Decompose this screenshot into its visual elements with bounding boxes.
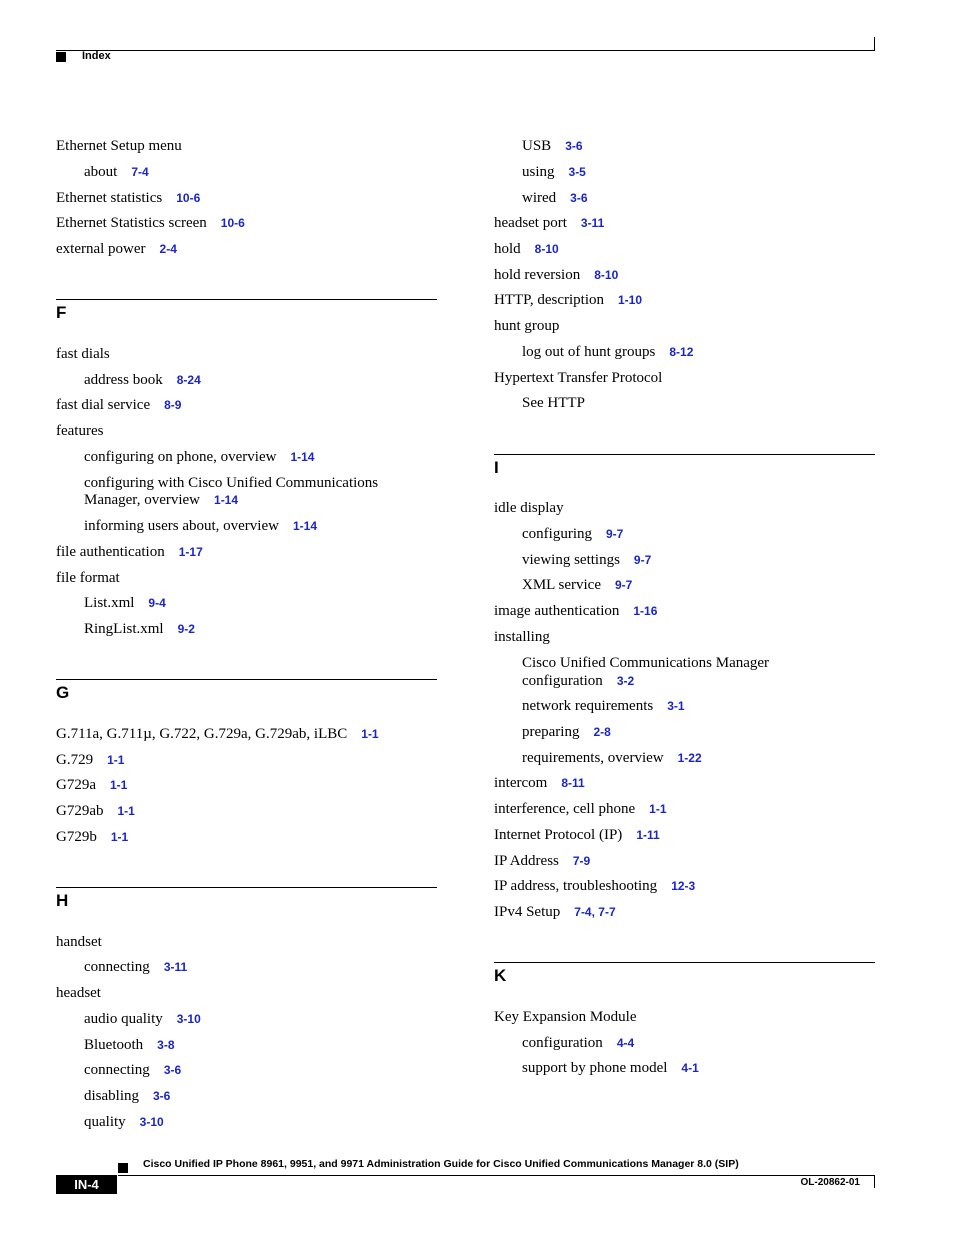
index-entry: IPv4 Setup 7-4, 7-7 xyxy=(494,904,616,920)
page-link[interactable]: 3-6 xyxy=(565,139,583,153)
index-subentry: configuring on phone, overview 1-14 xyxy=(84,449,315,465)
page-link[interactable]: 1-14 xyxy=(214,493,239,507)
index-entry: features xyxy=(56,423,104,439)
index-subentry: configuration 3-2 xyxy=(522,673,635,689)
index-subentry: using 3-5 xyxy=(522,164,586,180)
page-link[interactable]: 9-7 xyxy=(615,578,633,592)
index-subentry: address book 8-24 xyxy=(84,372,201,388)
index-entry: Internet Protocol (IP) 1-11 xyxy=(494,827,660,843)
index-subentry: disabling 3-6 xyxy=(84,1088,171,1104)
header-rule xyxy=(56,50,875,51)
index-entry: idle display xyxy=(494,500,564,516)
index-subentry: XML service 9-7 xyxy=(522,577,633,593)
page-link[interactable]: 3-6 xyxy=(570,191,588,205)
page-link[interactable]: 3-6 xyxy=(153,1089,171,1103)
section-letter: G xyxy=(56,683,70,702)
index-subentry: See HTTP xyxy=(522,395,585,411)
footer-rule xyxy=(118,1175,875,1176)
page-link[interactable]: 3-10 xyxy=(139,1115,164,1129)
index-entry: file authentication 1-17 xyxy=(56,544,203,560)
section-rule xyxy=(56,887,437,888)
index-entry: IP address, troubleshooting 12-3 xyxy=(494,878,696,894)
page-link[interactable]: 2-4 xyxy=(159,242,177,256)
index-subentry: support by phone model 4-1 xyxy=(522,1060,699,1076)
page-link[interactable]: 10-6 xyxy=(220,216,245,230)
index-entry: fast dials xyxy=(56,346,110,362)
page-link[interactable]: 8-10 xyxy=(534,242,559,256)
page-link[interactable]: 1-1 xyxy=(110,778,128,792)
section-letter: K xyxy=(494,966,507,985)
index-entry: IP Address 7-9 xyxy=(494,853,591,869)
footer-doc-number: OL-20862-01 xyxy=(800,1177,860,1188)
index-subentry: network requirements 3-1 xyxy=(522,698,685,714)
index-entry: Hypertext Transfer Protocol xyxy=(494,370,663,386)
index-entry: handset xyxy=(56,934,102,950)
index-entry: hold reversion 8-10 xyxy=(494,267,619,283)
page-link[interactable]: 1-1 xyxy=(107,753,125,767)
index-subentry: configuring with Cisco Unified Communications xyxy=(84,475,379,491)
page-link[interactable]: 3-5 xyxy=(568,165,586,179)
header-tick xyxy=(874,37,875,51)
page-link[interactable]: 1-14 xyxy=(290,450,315,464)
page-link[interactable]: 3-10 xyxy=(176,1012,201,1026)
page-link[interactable]: 8-10 xyxy=(594,268,619,282)
section-rule xyxy=(56,299,437,300)
page-link[interactable]: 7-4, 7-7 xyxy=(574,905,616,919)
index-entry: G729a 1-1 xyxy=(56,777,128,793)
index-subentry: Cisco Unified Communications Manager xyxy=(522,655,770,671)
page-link[interactable]: 1-1 xyxy=(361,727,379,741)
page-link[interactable]: 1-16 xyxy=(633,604,658,618)
page-link[interactable]: 7-4 xyxy=(131,165,149,179)
page-link[interactable]: 4-4 xyxy=(616,1036,635,1050)
section-letter: I xyxy=(494,458,499,477)
header-marker xyxy=(56,52,66,62)
page-link[interactable]: 4-1 xyxy=(681,1061,699,1075)
header-title: Index xyxy=(82,50,111,62)
section-letter: F xyxy=(56,303,67,322)
page-link[interactable]: 1-10 xyxy=(618,293,643,307)
page-link[interactable]: 2-8 xyxy=(593,725,611,739)
page-link[interactable]: 8-24 xyxy=(176,373,201,387)
index-entry: headset port 3-11 xyxy=(494,215,605,231)
footer-page-number: IN-4 xyxy=(56,1175,117,1194)
section-rule xyxy=(494,962,875,963)
page-link[interactable]: 1-22 xyxy=(677,751,702,765)
index-entry: installing xyxy=(494,629,550,645)
page-link[interactable]: 8-12 xyxy=(669,345,694,359)
page-link[interactable]: 9-7 xyxy=(633,553,652,567)
index-subentry: log out of hunt groups 8-12 xyxy=(522,344,694,360)
index-entry: Ethernet Setup menu xyxy=(56,138,182,154)
page-link[interactable]: 10-6 xyxy=(176,191,201,205)
index-entry: external power 2-4 xyxy=(56,241,177,257)
index-entry: HTTP, description 1-10 xyxy=(494,292,643,308)
index-subentry: connecting 3-11 xyxy=(84,959,188,975)
index-subentry: configuring 9-7 xyxy=(522,526,624,542)
index-entry: headset xyxy=(56,985,101,1001)
index-entry: Ethernet statistics 10-6 xyxy=(56,190,201,206)
index-subentry: configuration 4-4 xyxy=(522,1035,635,1051)
index-entry: image authentication 1-16 xyxy=(494,603,658,619)
index-entry: hold 8-10 xyxy=(494,241,559,257)
index-subentry: wired 3-6 xyxy=(522,190,588,206)
section-rule xyxy=(56,679,437,680)
index-subentry: about 7-4 xyxy=(84,164,149,180)
index-entry: hunt group xyxy=(494,318,560,334)
page-link[interactable]: 3-8 xyxy=(157,1038,175,1052)
index-entry: fast dial service 8-9 xyxy=(56,397,182,413)
index-entry: Ethernet Statistics screen 10-6 xyxy=(56,215,245,231)
section-letter: H xyxy=(56,891,69,910)
page-link[interactable]: 1-1 xyxy=(649,802,667,816)
index-subentry: viewing settings 9-7 xyxy=(522,552,652,568)
page-link[interactable]: 3-2 xyxy=(616,674,635,688)
index-entry: Key Expansion Module xyxy=(494,1009,637,1025)
footer-marker xyxy=(118,1163,128,1173)
page-link[interactable]: 1-14 xyxy=(292,519,317,533)
index-entry: G.729 1-1 xyxy=(56,752,125,768)
page-link[interactable]: 8-11 xyxy=(561,776,585,790)
index-subentry: informing users about, overview 1-14 xyxy=(84,518,317,534)
index-subentry: Bluetooth 3-8 xyxy=(84,1037,175,1053)
page-link[interactable]: 9-7 xyxy=(605,527,624,541)
index-subentry: Manager, overview 1-14 xyxy=(84,492,239,508)
page-link[interactable]: 1-1 xyxy=(117,804,135,818)
index-subentry: List.xml 9-4 xyxy=(84,595,166,611)
page-link[interactable]: 8-9 xyxy=(164,398,182,412)
index-entry: G729b 1-1 xyxy=(56,829,129,845)
index-subentry: preparing 2-8 xyxy=(522,724,611,740)
index-entry: intercom 8-11 xyxy=(494,775,585,791)
index-entry: interference, cell phone 1-1 xyxy=(494,801,667,817)
page-link[interactable]: 1-11 xyxy=(636,828,660,842)
page-link[interactable]: 1-17 xyxy=(178,545,203,559)
page-link[interactable]: 3-11 xyxy=(163,960,188,974)
page-link[interactable]: 1-1 xyxy=(110,830,129,844)
index-subentry: quality 3-10 xyxy=(84,1114,164,1130)
page-link[interactable]: 12-3 xyxy=(671,879,696,893)
index-entry: G.711a, G.711µ, G.722, G.729a, G.729ab, iLBC 1-1 xyxy=(56,726,379,742)
index-subentry: requirements, overview 1-22 xyxy=(522,750,702,766)
page-link[interactable]: 3-1 xyxy=(667,699,685,713)
section-rule xyxy=(494,454,875,455)
footer-tick xyxy=(874,1175,875,1188)
page-link[interactable]: 9-2 xyxy=(177,622,195,636)
index-entry: G729ab 1-1 xyxy=(56,803,135,819)
index-subentry: RingList.xml 9-2 xyxy=(84,621,195,637)
index-subentry: USB 3-6 xyxy=(522,138,583,154)
page-link[interactable]: 9-4 xyxy=(148,596,166,610)
page-link[interactable]: 3-11 xyxy=(580,216,605,230)
page-link[interactable]: 7-9 xyxy=(572,854,591,868)
footer-guide-title: Cisco Unified IP Phone 8961, 9951, and 9971 Administration Guide for Cisco Unified Communications Manager 8.0 (SIP) xyxy=(143,1158,739,1170)
page-link[interactable]: 3-6 xyxy=(163,1063,182,1077)
index-subentry: audio quality 3-10 xyxy=(84,1011,201,1027)
index-subentry: connecting 3-6 xyxy=(84,1062,182,1078)
index-entry: file format xyxy=(56,570,120,586)
